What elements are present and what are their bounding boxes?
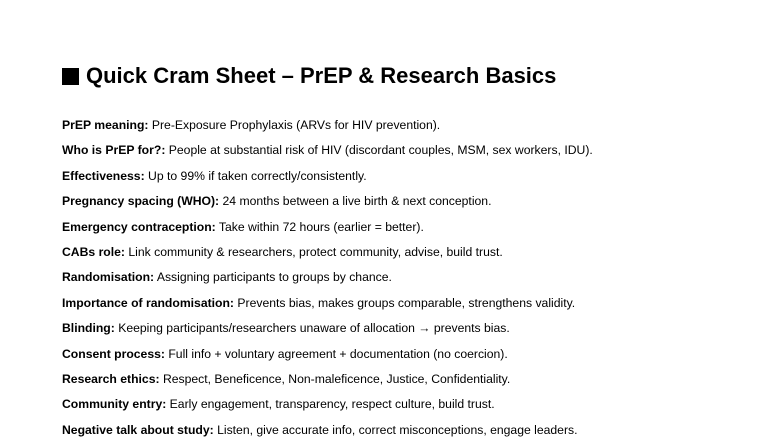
fact-item-importance-of-randomisation bbox=[62, 293, 778, 318]
fact-item-pregnancy-spacing bbox=[62, 191, 778, 216]
page-title bbox=[62, 62, 556, 90]
fact-item-effectiveness bbox=[62, 166, 778, 191]
page-title-text: Quick Cram Sheet – PrEP & Research Basics bbox=[86, 63, 557, 88]
fact-label: Consent process: bbox=[62, 346, 165, 361]
fact-label: Community entry: bbox=[62, 397, 167, 412]
fact-text: Early engagement, transparency, respect culture, build trust. bbox=[169, 397, 495, 412]
fact-list bbox=[62, 115, 778, 445]
fact-text: Listen, give accurate info, correct misconceptions, engage leaders. bbox=[217, 422, 578, 437]
fact-item-cabs-role bbox=[62, 242, 778, 267]
fact-label: Effectiveness: bbox=[62, 168, 145, 183]
fact-text: People at substantial risk of HIV (discordant couples, MSM, sex workers, IDU). bbox=[168, 143, 593, 158]
fact-label: Importance of randomisation: bbox=[62, 295, 234, 310]
fact-item-who-is-prep-for bbox=[62, 140, 778, 165]
fact-item-negative-talk bbox=[62, 420, 778, 445]
fact-text: Up to 99% if taken correctly/consistently. bbox=[148, 168, 367, 183]
fact-item-research-ethics bbox=[62, 369, 778, 394]
fact-text: Assigning participants to groups by chance. bbox=[156, 270, 392, 285]
fact-text: Link community & researchers, protect community, advise, build trust. bbox=[128, 244, 503, 259]
fact-label: Pregnancy spacing (WHO): bbox=[62, 194, 220, 209]
fact-item-prep-meaning bbox=[62, 115, 778, 140]
fact-item-randomisation bbox=[62, 267, 778, 292]
fact-label: CABs role: bbox=[62, 244, 125, 259]
fact-label: Research ethics: bbox=[62, 371, 160, 386]
fact-text: 24 months between a live birth & next conception. bbox=[222, 194, 492, 209]
square-bullet-icon bbox=[62, 68, 79, 85]
fact-item-consent-process bbox=[62, 344, 778, 369]
fact-text: Keeping participants/researchers unaware of allocation → prevents bias. bbox=[118, 321, 510, 336]
fact-label: Negative talk about study: bbox=[62, 422, 214, 437]
fact-label: Blinding: bbox=[62, 321, 115, 336]
fact-item-community-entry bbox=[62, 394, 778, 419]
fact-label: PrEP meaning: bbox=[62, 118, 149, 132]
fact-item-emergency-contraception bbox=[62, 217, 778, 242]
fact-text: Take within 72 hours (earlier = better). bbox=[218, 219, 424, 234]
fact-text: Respect, Beneficence, Non-maleficence, Justice, Confidentiality. bbox=[162, 371, 511, 386]
fact-item-blinding bbox=[62, 318, 778, 343]
fact-label: Randomisation: bbox=[62, 270, 155, 285]
fact-text: Prevents bias, makes groups comparable, strengthens validity. bbox=[237, 295, 576, 310]
fact-text: Full info + voluntary agreement + documentation (no coercion). bbox=[168, 346, 508, 361]
fact-label: Who is PrEP for?: bbox=[62, 143, 166, 158]
fact-label: Emergency contraception: bbox=[62, 219, 216, 234]
fact-text: Pre-Exposure Prophylaxis (ARVs for HIV prevention). bbox=[151, 118, 441, 132]
